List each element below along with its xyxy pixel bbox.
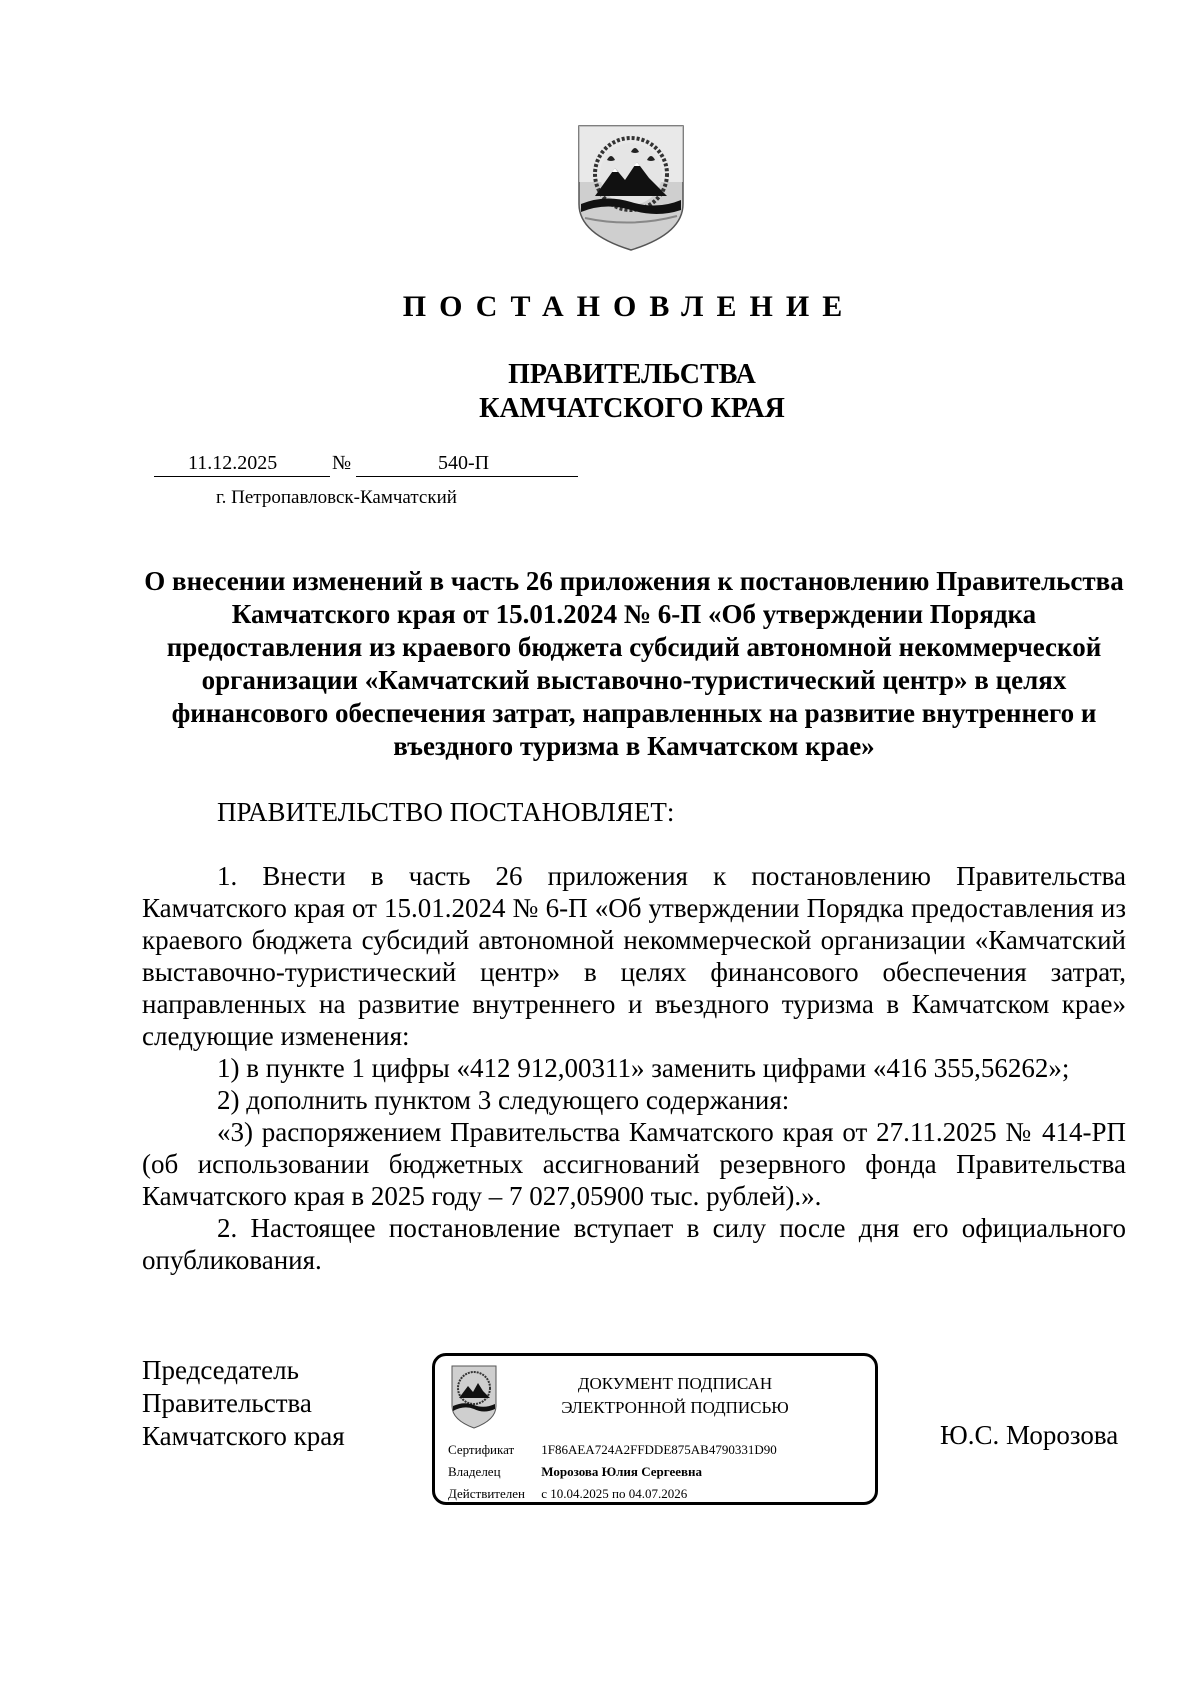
certificate-label: Сертификат bbox=[448, 1442, 515, 1457]
stamp-owner-row bbox=[448, 1464, 702, 1480]
issuing-authority bbox=[0, 358, 1200, 426]
electronic-signature-stamp bbox=[432, 1353, 878, 1505]
number-sign: № bbox=[332, 452, 352, 474]
paragraph-1-item-1: 1) в пункте 1 цифры «412 912,00311» заменить цифрами «416 355,56262»; bbox=[217, 1053, 1070, 1083]
document-body bbox=[142, 860, 1126, 1276]
authority-line-2: КАМЧАТСКОГО КРАЯ bbox=[479, 393, 785, 424]
stamp-validity-row bbox=[448, 1486, 687, 1502]
authority-line-1: ПРАВИТЕЛЬСТВА bbox=[508, 359, 756, 390]
signer-title bbox=[142, 1354, 345, 1453]
signer-title-line-3: Камчатского края bbox=[142, 1421, 345, 1451]
stamp-emblem-icon bbox=[450, 1364, 498, 1430]
paragraph-1-item-2: 2) дополнить пунктом 3 следующего содержания: bbox=[217, 1085, 790, 1115]
owner-label: Владелец bbox=[448, 1464, 501, 1479]
decree-statement: ПРАВИТЕЛЬСТВО ПОСТАНОВЛЯЕТ: bbox=[217, 797, 675, 827]
signer-name: Ю.С. Морозова bbox=[940, 1420, 1119, 1450]
stamp-heading-2: ЭЛЕКТРОННОЙ ПОДПИСЬЮ bbox=[561, 1398, 789, 1417]
signer-title-line-1: Председатель bbox=[142, 1355, 299, 1385]
paragraph-1: 1. Внести в часть 26 приложения к постановлению Правительства Камчатского края от 15.01.2024 № 6-П «Об утверждении Порядка предоставления из краевого бюджета субсидий автономной некоммерческой организации «Камчатский выставочно-туристический центр» в целях финансового обеспечения затрат, направленных на развитие внутреннего и въездного туризма в Камчатском крае» следующие изменения: bbox=[142, 861, 1126, 1051]
stamp-certificate-row bbox=[448, 1442, 777, 1458]
validity-value: с 10.04.2025 по 04.07.2026 bbox=[541, 1486, 688, 1501]
certificate-value: 1F86AEA724A2FFDDE875AB4790331D90 bbox=[541, 1442, 777, 1457]
signer-title-line-2: Правительства bbox=[142, 1388, 312, 1418]
document-number: 540-П bbox=[438, 452, 490, 474]
document-subject: О внесении изменений в часть 26 приложения к постановлению Правительства Камчатского края от 15.01.2024 № 6-П «Об утверждении Порядка предоставления из краевого бюджета субсидий автономной некоммерческой организации «Камчатский выставочно-туристический центр» в целях финансового обеспечения затрат, направленных на развитие внутреннего и въездного туризма в Камчатском крае» bbox=[144, 566, 1124, 761]
coat-of-arms-emblem bbox=[575, 122, 687, 252]
paragraph-1-item-3: «3) распоряжением Правительства Камчатского края от 27.11.2025 № 414-РП (об использовании бюджетных ассигнований резервного фонда Правительства Камчатского края в 2025 году – 7 027,05900 тыс. рублей).». bbox=[142, 1117, 1126, 1211]
stamp-heading-1: ДОКУМЕНТ ПОДПИСАН bbox=[577, 1374, 773, 1393]
date-underline bbox=[154, 476, 330, 477]
owner-value: Морозова Юлия Сергеевна bbox=[541, 1464, 703, 1479]
paragraph-2: 2. Настоящее постановление вступает в силу после дня его официального опубликования. bbox=[142, 1213, 1126, 1275]
document-type-title: ПОСТАНОВЛЕНИЕ bbox=[402, 290, 856, 323]
city-name: г. Петропавловск-Камчатский bbox=[216, 487, 457, 508]
date-number-line bbox=[154, 452, 578, 478]
number-underline bbox=[356, 476, 578, 477]
validity-label: Действителен bbox=[448, 1486, 525, 1501]
document-date: 11.12.2025 bbox=[188, 452, 278, 474]
